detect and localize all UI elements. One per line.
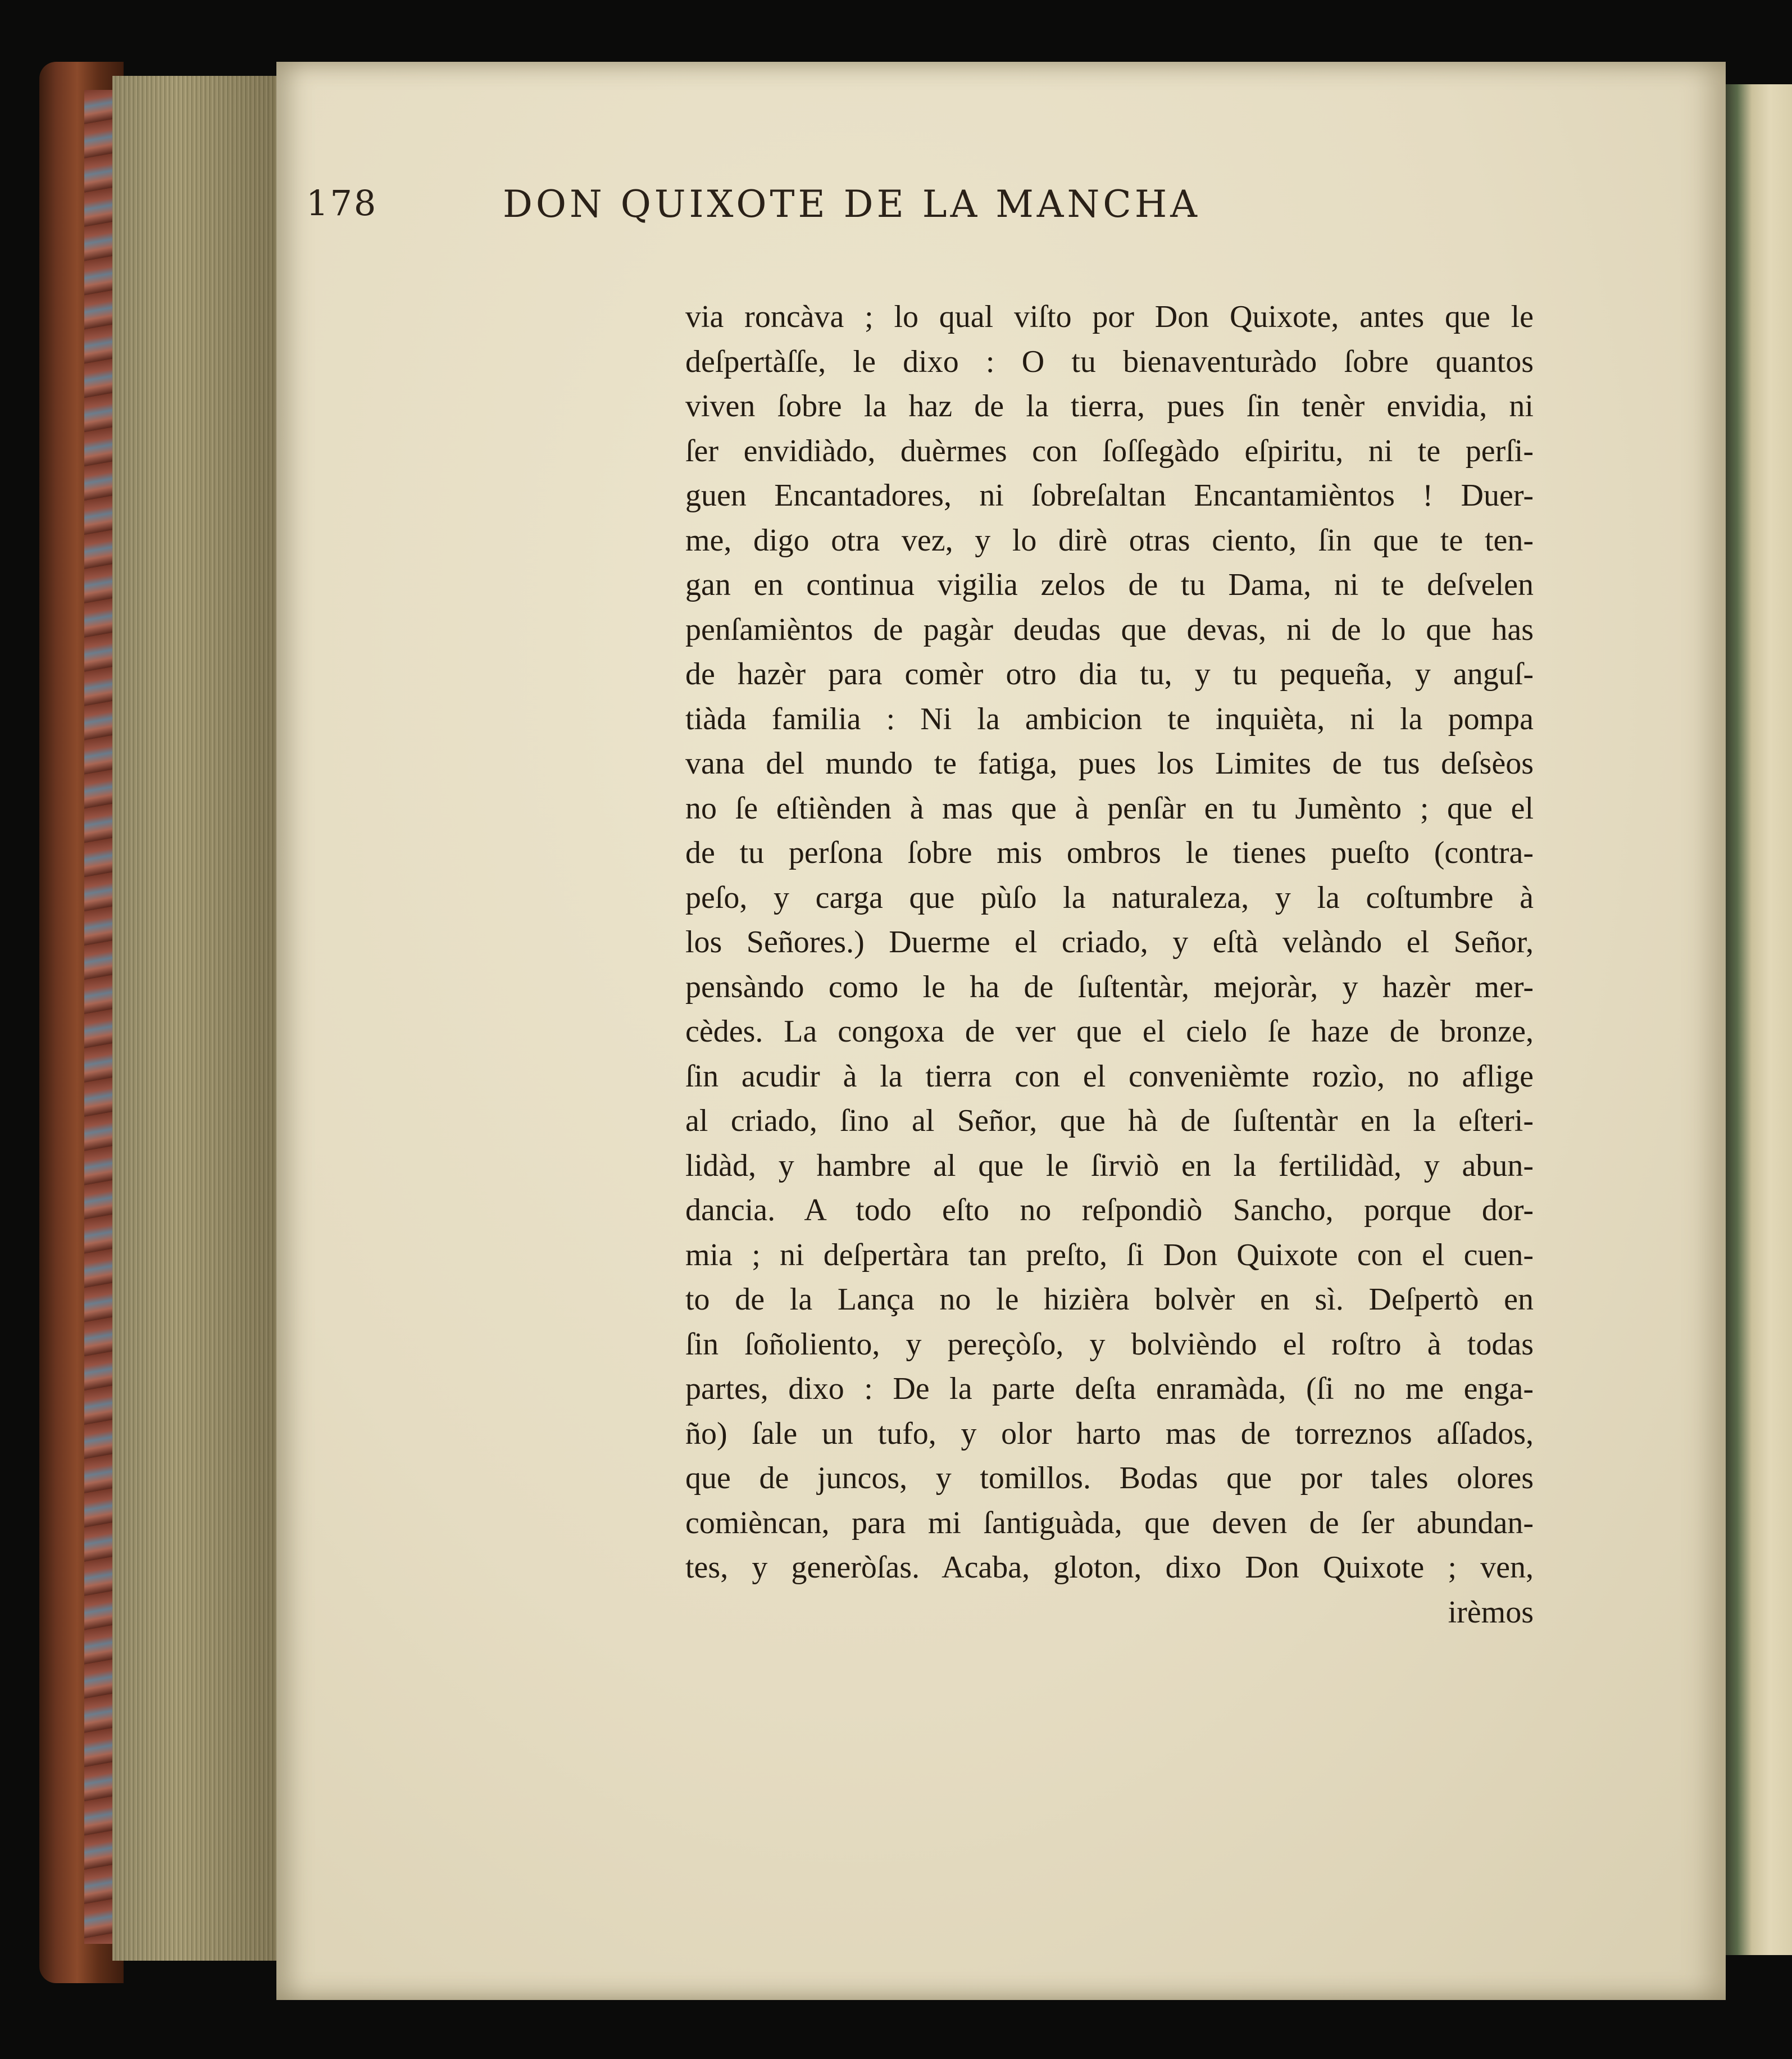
facing-page-edge	[1719, 84, 1792, 1955]
catchword: irèmos	[1448, 1594, 1534, 1630]
text-line: cèdes. La congoxa de ver que el cielo ſe haze de bronze,	[685, 1014, 1534, 1049]
text-line: penſamièntos de pagàr deudas que devas, ni de lo que has	[685, 612, 1534, 647]
text-line: vana del mundo te fatiga, pues los Limites de tus deſsèos	[685, 746, 1534, 781]
text-line: pensàndo como le ha de ſuſtentàr, mejoràr, y hazèr mer-	[685, 969, 1534, 1004]
text-line: dancia. A todo eſto no reſpondiò Sancho, porque dor-	[685, 1193, 1534, 1228]
text-line: de tu perſona ſobre mis ombros le tienes pueſto (contra-	[685, 835, 1534, 870]
body-text	[685, 295, 1534, 1635]
text-line: ño) ſale un tufo, y olor harto mas de torreznos aſſados,	[685, 1416, 1534, 1451]
text-line: via roncàva ; lo qual viſto por Don Quixote, antes que le	[685, 299, 1534, 334]
text-line: peſo, y carga que pùſo la naturaleza, y la coſtumbre à	[685, 880, 1534, 915]
text-line: gan en continua vigilia zelos de tu Dama, ni te deſvelen	[685, 567, 1534, 602]
text-line: ſer envidiàdo, duèrmes con ſoſſegàdo eſpiritu, ni te perſi-	[685, 433, 1534, 469]
text-line: no ſe eſtiènden à mas que à penſàr en tu Jumènto ; que el	[685, 790, 1534, 826]
text-line: al criado, ſino al Señor, que hà de ſuſtentàr en la eſteri-	[685, 1103, 1534, 1138]
text-line: de hazèr para comèr otro dia tu, y tu pequeña, y anguſ-	[685, 657, 1534, 692]
text-line: comièncan, para mi ſantiguàda, que deven de ſer abundan-	[685, 1505, 1534, 1540]
page-edges	[112, 76, 278, 1961]
text-line: lidàd, y hambre al que le ſirviò en la fertilidàd, y abun-	[685, 1148, 1534, 1183]
page-number: 178	[306, 183, 378, 224]
text-line: tiàda familia : Ni la ambicion te inquièta, ni la pompa	[685, 701, 1534, 737]
text-line: partes, dixo : De la parte deſta enramàda, (ſi no me enga-	[685, 1371, 1534, 1406]
text-line: viven ſobre la haz de la tierra, pues ſin tenèr envidia, ni	[685, 389, 1534, 424]
text-line: tes, y generòſas. Acaba, gloton, dixo Don Quixote ; ven,	[685, 1550, 1534, 1585]
text-line: to de la Lança no le hizièra bolvèr en sì. Deſpertò en	[685, 1282, 1534, 1317]
text-line: deſpertàſſe, le dixo : O tu bienaventuràdo ſobre quantos	[685, 344, 1534, 379]
text-line: ſin acudir à la tierra con el convenièmte rozìo, no aflige	[685, 1058, 1534, 1094]
text-line: guen Encantadores, ni ſobreſaltan Encantamièntos ! Duer-	[685, 478, 1534, 513]
text-line: ſin ſoñoliento, y pereçòſo, y bolvièndo el roſtro à todas	[685, 1326, 1534, 1362]
text-line: mia ; ni deſpertàra tan preſto, ſi Don Quixote con el cuen-	[685, 1237, 1534, 1272]
text-line: me, digo otra vez, y lo dirè otras ciento, ſin que te ten-	[685, 522, 1534, 558]
text-line: que de juncos, y tomillos. Bodas que por tales olores	[685, 1461, 1534, 1496]
running-head	[306, 183, 1475, 244]
text-line: los Señores.) Duerme el criado, y eſtà velàndo el Señor,	[685, 925, 1534, 960]
running-title: DON QUIXOTE DE LA MANCHA	[503, 183, 1200, 226]
